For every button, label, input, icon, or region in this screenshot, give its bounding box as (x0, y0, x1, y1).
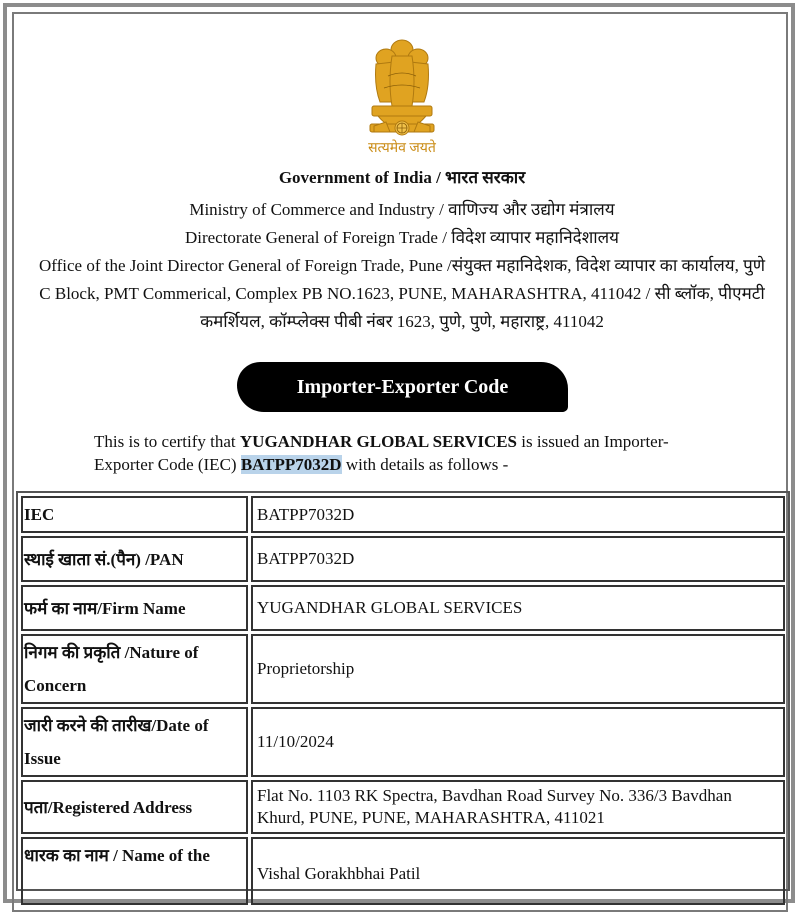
table-row (21, 496, 785, 533)
row-label-pan: स्थाई खाता सं.(पैन) /PAN (21, 536, 248, 582)
emblem-motto: सत्यमेव जयते (368, 141, 436, 156)
table-row (21, 634, 785, 704)
row-value-iec: BATPP7032D (251, 496, 785, 533)
row-label-holder-name: धारक का नाम / Name of the (21, 837, 248, 905)
certification-text (94, 430, 704, 476)
certify-middle: is issued an Importer-Exporter Code (IEC) (94, 432, 669, 474)
certify-iec-code: BATPP7032D (240, 455, 342, 474)
row-value-holder-name: Vishal Gorakhbhai Patil (251, 837, 785, 905)
table-row (21, 837, 785, 905)
certify-prefix: This is to certify that (94, 432, 240, 451)
ministry-line: Ministry of Commerce and Industry / वाणिज्य और उद्योग मंत्रालय (189, 200, 615, 219)
row-value-nature-of-concern: Proprietorship (251, 634, 785, 704)
address-line-1: C Block, PMT Commerical, Complex PB NO.1623, PUNE, MAHARASHTRA, 411042 / सी ब्लॉक, पीएमटी (39, 284, 765, 303)
row-value-firm-name: YUGANDHAR GLOBAL SERVICES (251, 585, 785, 631)
table-row (21, 780, 785, 834)
row-label-registered-address: पता/Registered Address (21, 780, 248, 834)
certify-suffix: with details as follows - (341, 455, 509, 474)
table-row (21, 536, 785, 582)
table-row (21, 707, 785, 777)
directorate-line: Directorate General of Foreign Trade / विदेश व्यापार महानिदेशालय (184, 228, 620, 247)
row-value-registered-address: Flat No. 1103 RK Spectra, Bavdhan Road Survey No. 336/3 Bavdhan Khurd, PUNE, PUNE, MAHARASHTRA, 411021 (251, 780, 785, 834)
row-label-nature-of-concern: निगम की प्रकृति /Nature of Concern (21, 634, 248, 704)
row-value-pan: BATPP7032D (251, 536, 785, 582)
address-line-2: कमर्शियल, कॉम्प्लेक्स पीबी नंबर 1623, पुणे, पुणे, महाराष्ट्र, 411042 (200, 312, 604, 331)
certificate-title-banner: Importer-Exporter Code (237, 362, 568, 412)
certify-firm-name: YUGANDHAR GLOBAL SERVICES (239, 432, 518, 451)
office-line: Office of the Joint Director General of Foreign Trade, Pune /संयुक्त महानिदेशक, विदेश व्यापार का कार्यालय, पुणे (38, 256, 766, 275)
row-value-date-of-issue: 11/10/2024 (251, 707, 785, 777)
details-table (16, 491, 790, 891)
table-row (21, 585, 785, 631)
row-label-date-of-issue: जारी करने की तारीख/Date of Issue (21, 707, 248, 777)
government-title: Government of India / भारत सरकार (278, 168, 526, 187)
row-label-iec: IEC (21, 496, 248, 533)
row-label-firm-name: फर्म का नाम/Firm Name (21, 585, 248, 631)
